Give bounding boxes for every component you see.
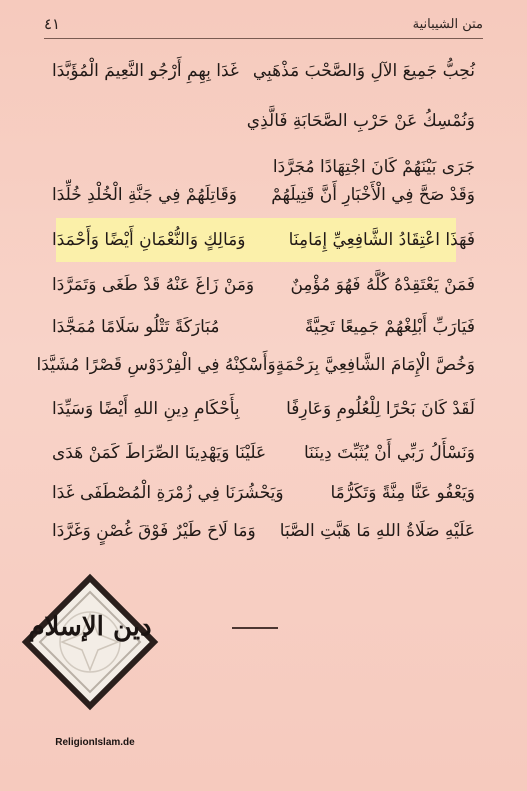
verse-second-hemistich: وَمَنْ زَاغَ عَنْهُ قَدْ طَغَى وَتَمَرَّدَا [52, 275, 255, 295]
verse-line [52, 56, 475, 86]
verse-second-hemistich: مُبَارَكَةً تَتْلُو سَلَامًا مُمَجَّدَا [52, 317, 220, 337]
verse-line [52, 438, 475, 468]
verse-first-hemistich: جَرَى بَيْنَهُمْ كَانَ اجْتِهَادًا مُجَرَّدَا [272, 157, 475, 177]
page-title: متن الشيبانية [412, 16, 483, 32]
verse-first-hemistich: فَهَذَا اعْتِقَادُ الشَّافِعِيِّ إِمَامِنَا [288, 230, 475, 250]
verse-line [52, 180, 475, 210]
verse-first-hemistich: عَلَيْهِ صَلَاةُ اللهِ مَا هَبَّتِ الصَّبَا [279, 521, 475, 541]
verse-first-hemistich: فَيَارَبِّ أَبْلِغْهُمْ جَمِيعًا تَحِيَّةً [304, 317, 475, 337]
verse-second-hemistich: بِأَحْكَامِ دِينِ اللهِ أَيْضًا وَسَيِّدَا [52, 399, 240, 419]
verse-line [52, 106, 475, 136]
verse-second-hemistich: وَيَحْشُرَنَا فِي زُمْرَةِ الْمُصْطَفَى غَدَا [52, 483, 284, 503]
verse-first-hemistich: وَخُصَّ الْإِمَامَ الشَّافِعِيَّ بِرَحْمَةٍ [275, 355, 475, 375]
verse-second-hemistich: وَمَالِكٍ وَالنُّعْمَانِ أَيْضًا وَأَحْمَدَا [52, 230, 246, 250]
verse-first-hemistich: فَمَنْ يَعْتَقِدْهُ كُلَّهُ فَهُوَ مُؤْمِنٌ [290, 275, 475, 295]
verse-line [52, 270, 475, 300]
header-divider [44, 38, 483, 39]
verse-first-hemistich: لَقَدْ كَانَ بَحْرًا لِلْعُلُومِ وَعَارِفًا [286, 399, 475, 419]
verse-line [36, 350, 475, 380]
page-number: ٤١ [44, 15, 61, 33]
verse-first-hemistich: وَنَسْأَلُ رَبِّي أَنْ يُثَبِّتَ دِينَنَا [304, 443, 475, 463]
verse-first-hemistich: نُحِبُّ جَمِيعَ الآلِ وَالصَّحْبَ مَذْهَبِي [252, 61, 475, 81]
verse-second-hemistich: وَأَسْكِنْهُ فِي الْفِرْدَوْسِ قَصْرًا مُشَيَّدَا [36, 355, 276, 375]
verse-second-hemistich: عَلَيْنَا وَيَهْدِينَا الصِّرَاطَ كَمَنْ هَدَى [52, 443, 267, 463]
logo-emblem-icon [20, 570, 160, 720]
verse-line [52, 516, 475, 546]
verse-line [52, 394, 475, 424]
verse-second-hemistich: غَدَا بِهِمِ أَرْجُو النَّعِيمَ الْمُؤَبَّدَا [52, 61, 239, 81]
logo-wordmark: دين الإسلام [28, 612, 152, 642]
verse-line [52, 478, 475, 508]
verse-first-hemistich: وَنُمْسِكُ عَنْ حَرْبِ الصَّحَابَةِ فَالَّذِي [246, 111, 475, 131]
verse-line [52, 152, 475, 182]
verse-second-hemistich: وَمَا لَاحَ طَيْرٌ فَوْقَ غُصْنٍ وَغَرَّدَا [52, 521, 256, 541]
closing-rule [232, 627, 278, 629]
verse-first-hemistich: وَيَعْفُو عَنَّا مِنَّةً وَتَكَرُّمًا [330, 483, 475, 503]
page-header [44, 10, 483, 38]
site-credit[interactable]: ReligionIslam.de [55, 737, 135, 748]
verse-first-hemistich: وَقَدْ صَحَّ فِي الْأَخْبَارِ أَنَّ قَتِيلَهُمْ [271, 185, 475, 205]
verse-second-hemistich: وَقَاتِلَهُمْ فِي جَنَّةِ الْخُلْدِ خُلِّدَا [52, 185, 237, 205]
watermark-logo [20, 570, 160, 720]
verse-line [52, 312, 475, 342]
verse-line-highlighted [52, 225, 475, 255]
